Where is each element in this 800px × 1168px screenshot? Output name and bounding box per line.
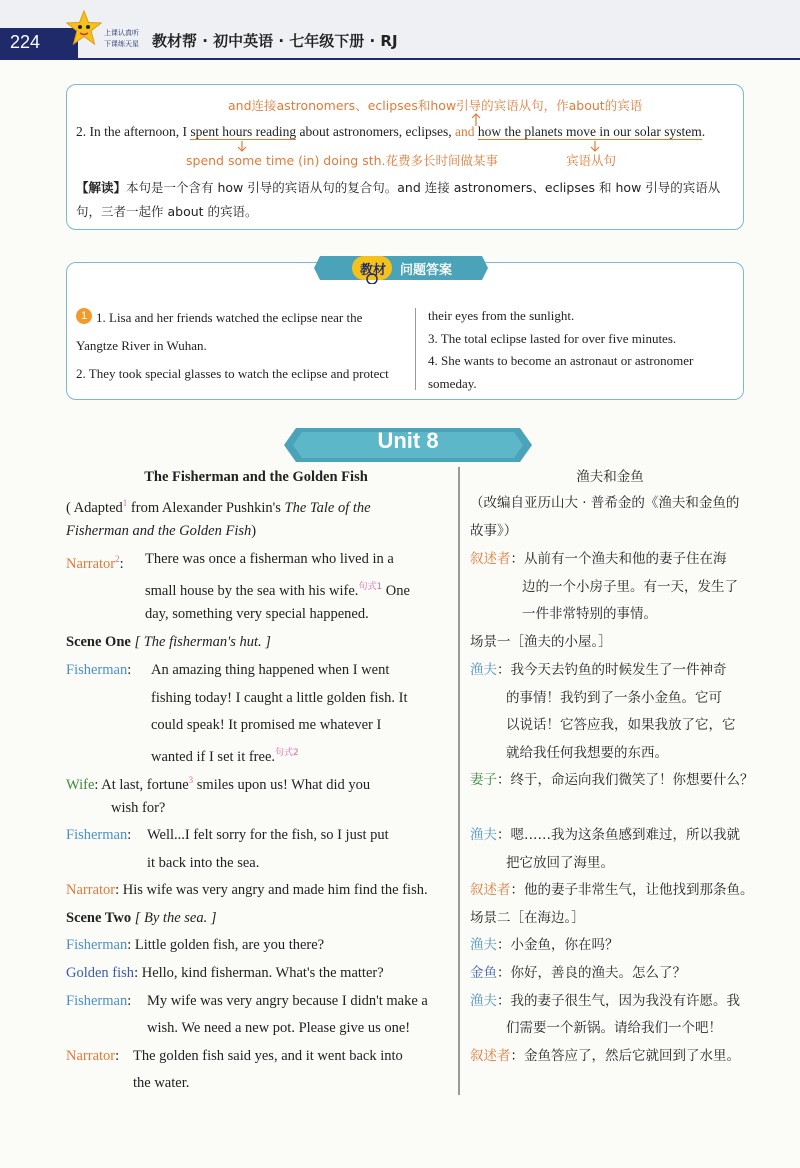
cn-colon: ：	[497, 993, 511, 1009]
sentence-underline-1: spent hours reading	[190, 124, 297, 139]
cn-n2: 他的妻子非常生气，让他找到那条鱼。	[524, 882, 754, 898]
narrator-3-line1: The golden fish said yes, and it went back into	[133, 1048, 403, 1064]
scene1-label: Scene One	[66, 634, 131, 650]
header-divider	[0, 58, 800, 60]
fisherman-1-line1: An amazing thing happened when I went	[151, 662, 390, 678]
book-title: 教材帮 · 初中英语 · 七年级下册 · RJ	[152, 32, 398, 50]
colon: :	[94, 776, 99, 793]
fisherman-4-line1: My wife was very angry because I didn't make a	[147, 993, 428, 1009]
jiedu-label: 【解读】	[76, 180, 127, 195]
analysis-top-note: and连接astronomers、eclipses和how引导的宾语从句，作about的宾语	[228, 98, 643, 113]
tab-label-1: 教材	[360, 263, 387, 278]
g1: Hello, kind fisherman. What's the matter?	[141, 965, 384, 981]
adapted-line2	[66, 518, 256, 545]
speaker-narrator: Narrator	[66, 882, 116, 898]
speaker-fisherman: Fisherman	[66, 993, 128, 1009]
column-divider	[458, 467, 460, 1095]
cn-narrator-3	[470, 1043, 740, 1070]
scene-two	[66, 905, 217, 932]
cn-colon: ：	[510, 882, 524, 898]
adapted-mid: from Alexander Pushkin's	[127, 499, 285, 516]
note-left: spend some time (in) doing sth.花费多长时间做某事	[186, 153, 498, 168]
colon: :	[115, 882, 120, 898]
cn-g1: 你好，善良的渔夫。怎么了？	[510, 965, 686, 981]
answer-left-line3: 2. They took special glasses to watch the eclipse and protect	[76, 366, 389, 381]
narrator-1	[66, 546, 124, 578]
speaker-fisherman: Fisherman	[66, 937, 128, 953]
cn-speaker-golden-fish: 金鱼	[470, 965, 497, 981]
narrator-3-line2: the water.	[133, 1075, 190, 1091]
cn-w1: 终于，命运向我们微笑了！你想要什么？	[510, 772, 754, 788]
answer-number-badge: 1	[76, 308, 92, 324]
cn-fisherman-2	[470, 822, 740, 849]
cn-narrator-1	[470, 546, 727, 573]
scene1-note: [ The fisherman's hut. ]	[134, 634, 271, 650]
adapted-italic1: The Tale of the	[284, 499, 371, 516]
answer-left-line1: 1. Lisa and her friends watched the eclipse near the	[96, 310, 363, 325]
cn-n3: 金鱼答应了，然后它就回到了水里。	[524, 1048, 740, 1064]
speaker-fisherman: Fisherman	[66, 662, 128, 678]
scene-one	[66, 629, 271, 656]
chinese-adapted-line2: 故事》）	[470, 523, 518, 539]
cn-fisherman-2-line2: 把它放回了海里。	[506, 855, 614, 871]
narrator-2	[66, 877, 428, 904]
header-slogan-line2: 下课练天星	[104, 40, 139, 48]
w1-l1b: smiles upon us! What did you	[193, 776, 371, 793]
cn-colon: ：	[497, 965, 511, 981]
fisherman-2-line1: Well...I felt sorry for the fish, so I just put	[147, 827, 389, 843]
speaker-golden-fish: Golden fish	[66, 965, 135, 981]
cn-golden-fish-1	[470, 960, 686, 987]
cn-speaker-narrator: 叙述者	[470, 551, 511, 567]
fisherman-1-line2: fishing today! I caught a little golden fish. It	[151, 690, 408, 706]
page-number: 224	[10, 32, 41, 52]
answers-divider	[415, 308, 416, 390]
jiedu-line1	[76, 178, 720, 196]
cn-fisherman-1	[470, 657, 727, 684]
cn-wife-1	[470, 767, 754, 794]
colon: :	[127, 937, 132, 953]
scene2-note: [ By the sea. ]	[134, 910, 217, 926]
adapted-pre: ( Adapted	[66, 499, 123, 516]
fisherman-1-line3: could speak! It promised me whatever I	[151, 717, 382, 733]
cn-fisherman-4	[470, 988, 740, 1015]
answer-right-line4: someday.	[428, 376, 477, 391]
jiedu-line2: 句，三者一起作 about 的宾语。	[76, 204, 258, 219]
cn-speaker-fisherman: 渔夫	[470, 662, 497, 678]
footnote-3: 3	[188, 775, 194, 785]
cn-colon: ：	[497, 827, 511, 843]
colon: :	[134, 965, 139, 981]
footnote-1: 1	[122, 498, 128, 508]
cn-scene-one: 场景一［渔夫的小屋。］	[470, 634, 612, 650]
sentence-prefix: 2. In the afternoon, I	[76, 124, 191, 139]
cn-fisherman-3	[470, 932, 619, 959]
n1-l2b: One	[382, 582, 410, 599]
sentence-and: and	[455, 124, 475, 139]
narrator-3	[66, 1043, 119, 1070]
cn-colon: ：	[497, 937, 511, 953]
fisherman-1	[66, 657, 131, 684]
cn-colon: ：	[510, 551, 524, 567]
cn-n1-l1: 从前有一个渔夫和他的妻子住在海	[524, 551, 727, 567]
note-right: 宾语从句	[566, 153, 617, 168]
answer-right-line1: their eyes from the sunlight.	[428, 308, 575, 323]
w1-l1a: At last, fortune	[101, 776, 189, 793]
narrator-1-line1: There was once a fisherman who lived in a	[145, 551, 394, 567]
sentence-end: .	[701, 124, 706, 139]
speaker-narrator: Narrator	[66, 555, 116, 572]
tab-label-2: 问题答案	[400, 263, 453, 278]
narrator-1-line3: day, something very special happened.	[145, 606, 369, 622]
unit-title: Unit 8	[377, 428, 439, 453]
sentence-underline-2: how the planets move in our solar system	[477, 124, 702, 139]
cn-fisherman-1-line2: 的事情！我钓到了一条小金鱼。它可	[506, 690, 722, 706]
fisherman-4	[66, 988, 131, 1015]
speaker-fisherman: Fisherman	[66, 827, 128, 843]
cn-fisherman-4-line2: 们需要一个新锅。请给我们一个吧！	[506, 1020, 722, 1036]
fisherman-2	[66, 822, 131, 849]
answer-right-line3: 4. She wants to become an astronaut or astronomer	[428, 353, 694, 368]
adapted-italic2: Fisherman and the Golden Fish	[66, 523, 252, 539]
wife-1-line2: wish for?	[111, 800, 166, 816]
english-title: The Fisherman and the Golden Fish	[144, 469, 368, 485]
speaker-wife: Wife	[66, 776, 95, 793]
sentence-mid: about astronomers, eclipses,	[296, 124, 456, 139]
fisherman-4-line2: wish. We need a new pot. Please give us one!	[147, 1020, 411, 1036]
cn-fisherman-1-line4: 就给我任何我想要的东西。	[506, 745, 668, 761]
n1-l2: small house by the sea with his wife.	[145, 582, 359, 599]
cn-speaker-fisherman: 渔夫	[470, 827, 497, 843]
analysis-sentence	[76, 124, 705, 140]
cn-f4-l1: 我的妻子很生气，因为我没有许愿。我	[510, 993, 740, 1009]
fisherman-2-line2: it back into the sea.	[147, 855, 260, 871]
colon: :	[127, 827, 132, 843]
cn-narrator-1-line3: 一件非常特别的事情。	[522, 606, 657, 622]
footnote-2: 2	[115, 554, 120, 564]
cn-f3: 小金鱼，你在吗？	[510, 937, 619, 953]
cn-fisherman-1-line3: 以说话！它答应我，如果我放了它，它	[506, 717, 736, 733]
f1-l4: wanted if I set it free.	[151, 748, 276, 765]
cn-narrator-1-line2: 边的一个小房子里。有一天，发生了	[522, 579, 738, 595]
cn-scene-two: 场景二［在海边。］	[470, 910, 585, 926]
answer-right-line2: 3. The total eclipse lasted for over five minutes.	[428, 331, 677, 346]
jiedu-text1: 本句是一个含有 how 引导的宾语从句的复合句。and 连接 astronomers、eclipses 和 how 引导的宾语从	[126, 180, 721, 195]
sentence-note-1: 句式1	[358, 582, 383, 592]
colon: :	[115, 1048, 120, 1064]
n2: His wife was very angry and made him find the fish.	[122, 882, 428, 898]
cn-speaker-narrator: 叙述者	[470, 882, 511, 898]
cn-speaker-fisherman: 渔夫	[470, 993, 497, 1009]
scene2-label: Scene Two	[66, 910, 132, 926]
cn-colon: ：	[497, 662, 511, 678]
cn-speaker-fisherman: 渔夫	[470, 937, 497, 953]
cn-speaker-wife: 妻子	[470, 772, 497, 788]
mascot-star-icon	[66, 10, 102, 46]
cn-speaker-narrator: 叙述者	[470, 1048, 511, 1064]
cn-colon: ：	[510, 1048, 524, 1064]
cn-f1-l1: 我今天去钓鱼的时候发生了一件神奇	[510, 662, 727, 678]
colon: :	[127, 993, 132, 1009]
chinese-title: 渔夫和金鱼	[576, 469, 644, 485]
sentence-note-2: 句式2	[275, 748, 299, 758]
golden-fish-1	[66, 960, 384, 987]
cn-f2-l1: 嗯……我为这条鱼感到难过，所以我就	[510, 827, 740, 843]
f3: Little golden fish, are you there?	[134, 937, 325, 953]
cn-colon: ：	[497, 772, 511, 788]
chinese-adapted-line1: （改编自亚历山大 · 普希金的《渔夫和金鱼的	[470, 495, 740, 511]
adapted-end: )	[251, 523, 257, 539]
fisherman-3	[66, 932, 324, 959]
answer-left-line2: Yangtze River in Wuhan.	[76, 338, 207, 353]
cn-narrator-2	[470, 877, 754, 904]
header-slogan-line1: 上课认真听	[104, 29, 139, 37]
colon: :	[127, 662, 132, 678]
speaker-narrator: Narrator	[66, 1048, 116, 1064]
colon: :	[119, 555, 124, 572]
